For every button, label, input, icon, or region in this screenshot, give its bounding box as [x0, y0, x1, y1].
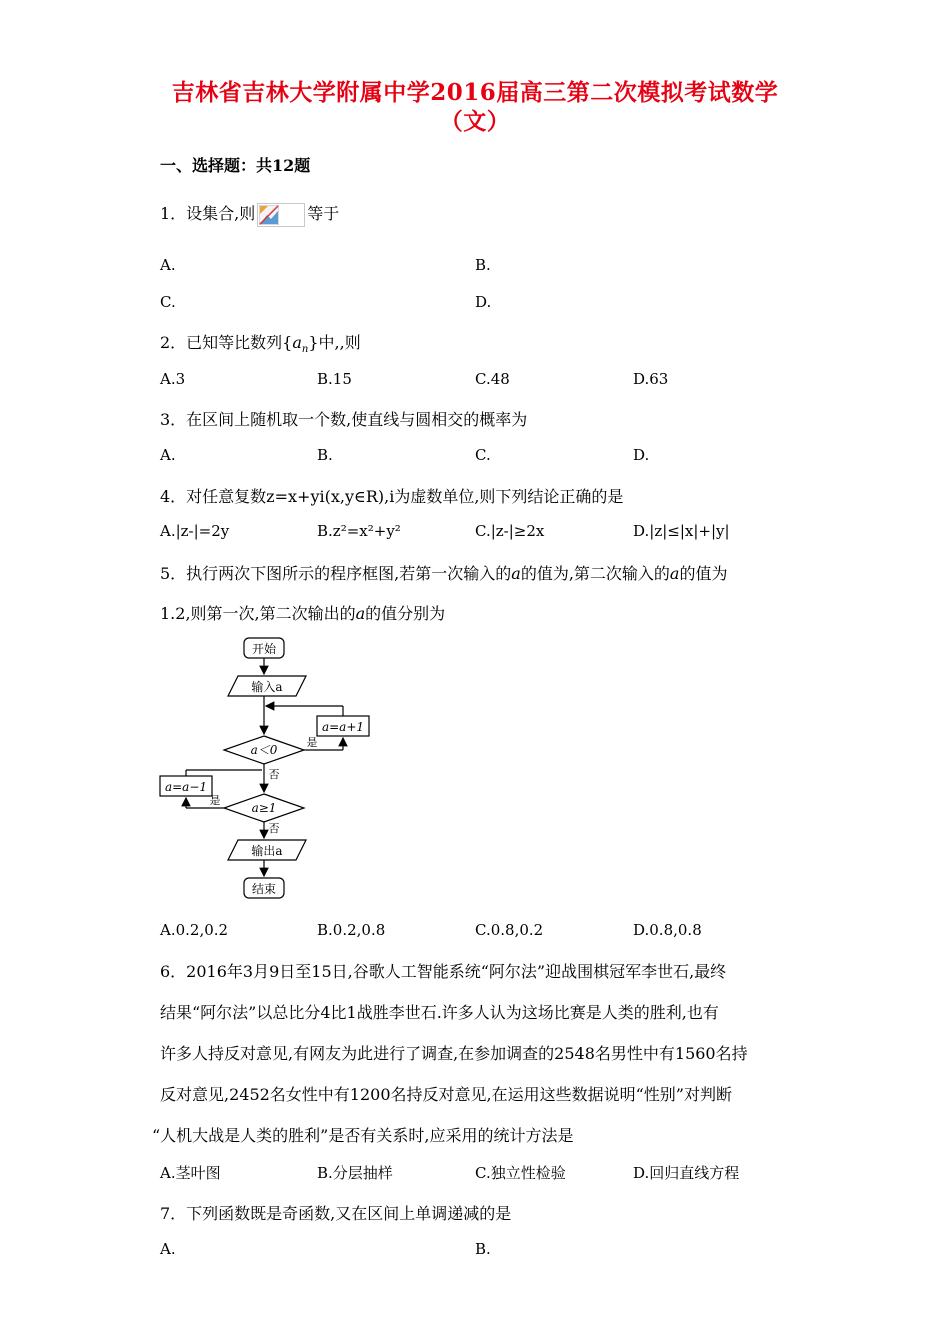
q5-text-b: 的值为,第二次输入的: [520, 564, 670, 583]
q5-option-c: C.0.8,0.2: [475, 921, 544, 939]
section-heading: 一、选择题：共12题: [160, 156, 311, 175]
q1-option-a: A.: [160, 256, 176, 274]
broken-image-icon: [257, 203, 305, 227]
yes2-label: 是: [209, 794, 221, 807]
question-7: 7．下列函数既是奇函数,又在区间上单调递减的是: [160, 1204, 512, 1223]
variable-a: a: [355, 604, 366, 623]
question-2-text: 2．已知等比数列{: [160, 333, 293, 352]
variable-a: a: [669, 564, 680, 583]
q6-option-a: A.茎叶图: [160, 1164, 221, 1182]
variable-a: a: [511, 564, 521, 583]
question-6-line-3: 许多人持反对意见,有网友为此进行了调查,在参加调查的2548名男性中有1560名持: [160, 1044, 748, 1063]
question-2-text-end: }中,,则: [308, 333, 361, 352]
question-1: [160, 201, 339, 227]
q6-option-d: D.回归直线方程: [633, 1164, 740, 1182]
question-6-line-1: 6．2016年3月9日至15日,谷歌人工智能系统“阿尔法”迎战围棋冠军李世石,最终: [160, 962, 727, 981]
question-5-line-1: [160, 561, 727, 584]
program-flowchart: [150, 632, 390, 902]
q5-option-b: B.0.2,0.8: [317, 921, 386, 939]
condition1-label: a＜0: [250, 743, 278, 757]
q5-text-a: 5．执行两次下图所示的程序框图,若第一次输入的: [160, 564, 512, 583]
q1-option-c: C.: [160, 293, 176, 311]
question-4: 4．对任意复数z=x+yi(x,y∈R),i为虚数单位,则下列结论正确的是: [160, 487, 624, 506]
q6-option-c: C.独立性检验: [475, 1164, 566, 1182]
q4-option-b: B.z²=x²+y²: [317, 522, 401, 540]
exam-title-subject: （文）: [439, 108, 511, 135]
question-1-text: 1．设集合,则: [160, 204, 256, 223]
q5-option-d: D.0.8,0.8: [633, 921, 702, 939]
q4-option-c: C.|z-|≥2x: [475, 522, 545, 540]
input-label: 输入a: [251, 680, 283, 694]
decrement-label: a=a−1: [164, 780, 208, 794]
condition2-label: a≥1: [251, 801, 277, 815]
q2-option-d: D.63: [633, 370, 669, 388]
increment-label: a=a+1: [321, 720, 365, 734]
question-5-line-2: [160, 601, 445, 624]
question-2: [160, 330, 361, 355]
q2-option-b: B.15: [317, 370, 352, 388]
q5-text-c: 的值为: [679, 564, 728, 583]
end-label: 结束: [251, 882, 277, 896]
question-1-text-end: 等于: [307, 204, 340, 223]
output-label: 输出a: [251, 844, 283, 858]
question-3: 3．在区间上随机取一个数,使直线与圆相交的概率为: [160, 410, 528, 429]
q3-option-b: B.: [317, 446, 333, 464]
question-6-line-2: 结果“阿尔法”以总比分4比1战胜李世石.许多人认为这场比赛是人类的胜利,也有: [160, 1003, 719, 1022]
q5-option-a: A.0.2,0.2: [160, 921, 229, 939]
q5-text-e: 的值分别为: [365, 604, 446, 623]
q3-option-c: C.: [475, 446, 491, 464]
q3-option-d: D.: [633, 446, 650, 464]
question-6-line-5: “人机大战是人类的胜利”是否有关系时,应采用的统计方法是: [152, 1126, 574, 1145]
q6-option-b: B.分层抽样: [317, 1164, 393, 1182]
q1-option-b: B.: [475, 256, 491, 274]
start-label: 开始: [251, 642, 277, 656]
question-6-line-4: 反对意见,2452名女性中有1200名持反对意见,在运用这些数据说明“性别”对判断: [160, 1085, 732, 1104]
q2-option-c: C.48: [475, 370, 510, 388]
q7-option-b: B.: [475, 1240, 491, 1258]
q3-option-a: A.: [160, 446, 176, 464]
no1-label: 否: [268, 768, 280, 781]
no2-label: 否: [268, 822, 280, 835]
q4-option-d: D.|z|≤|x|+|y|: [633, 522, 730, 540]
sequence-symbol: a: [292, 333, 302, 352]
q2-option-a: A.3: [160, 370, 186, 388]
q4-option-a: A.|z-|=2y: [160, 522, 230, 540]
q5-text-d: 1.2,则第一次,第二次输出的: [160, 604, 356, 623]
sequence-subscript: n: [301, 344, 309, 356]
exam-title: 吉林省吉林大学附属中学2016届高三第二次模拟考试数学: [171, 79, 779, 106]
yes1-label: 是: [306, 736, 318, 749]
q1-option-d: D.: [475, 293, 492, 311]
q7-option-a: A.: [160, 1240, 176, 1258]
